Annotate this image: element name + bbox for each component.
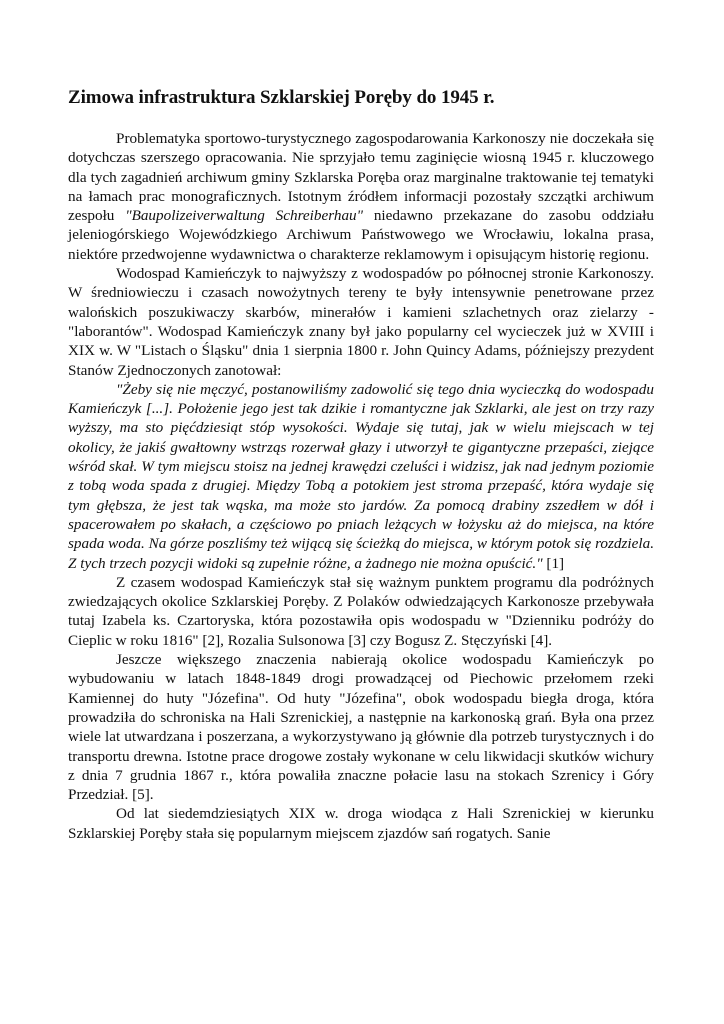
paragraph-visitors: Z czasem wodospad Kamieńczyk stał się ważnym punktem programu dla podróżnych zwiedzających okolice Szklarskiej Poręby. Z Polaków odwiedzających Karkonosze przebywała tutaj Izabela ks. Czartoryska, która pozostawiła opis wodospadu w "Dzienniku podróży do Cieplic w roku 1816" [2], Rozalia Sulsonowa [3] czy Bogusz Z. Stęczyński [4]. (68, 573, 654, 649)
paragraph-intro (68, 129, 654, 264)
document-page (68, 86, 654, 843)
document-title: Zimowa infrastruktura Szklarskiej Poręby do 1945 r. (68, 87, 495, 108)
adams-quote (68, 380, 654, 573)
paragraph-waterfall: Wodospad Kamieńczyk to najwyższy z wodospadów po północnej stronie Karkonoszy. W średniowieczu i czasach nowożytnych tereny te były intensywnie penetrowane przez walońskich poszukiwaczy skarbów, minerałów i kamieni szlachetnych oraz zielarzy - "laborantów". Wodospad Kamieńczyk znany był jako popularny cel wycieczek już w XVIII i XIX w. W "Listach o Śląsku" dnia 1 sierpnia 1800 r. John Quincy Adams, późniejszy prezydent Stanów Zjednoczonych zanotował: (68, 265, 654, 379)
paragraph-road: Jeszcze większego znaczenia nabierają okolice wodospadu Kamieńczyk po wybudowaniu w latach 1848-1849 drogi prowadzącej od Piechowic przełomem rzeki Kamiennej do huty "Józefina". Od huty "Józefina", obok wodospadu biegła droga, która prowadziła do schroniska na Hali Szrenickiej, a następnie na karkonoską grań. Była ona przez wiele lat utwardzana i poszerzana, a wykorzystywano ją głównie dla potrzeb turystycznych i do transportu drewna. Istotne prace drogowe zostały wykonane w celu likwidacji skutków wichury z dnia 7 grudnia 1867 r., która powaliła znaczne połacie lasu na stokach Szrenicy i Góry Przedział. [5]. (68, 651, 654, 804)
paragraph-sledges: Od lat siedemdziesiątych XIX w. droga wiodąca z Hali Szrenickiej w kierunku Szklarskiej Poręby stała się popularnym miejscem zjazdów sań rogatych. Sanie (68, 805, 654, 842)
paragraph-intro-text-end: niedawno przekazane do zasobu oddziału jeleniogórskiego Wojewódzkiego Archiwum Państwowego we Wrocławiu, lokalna prasa, niektóre przedwojenne wydawnictwa o charakterze reklamowym i opisującym historię regionu. (68, 207, 654, 263)
archive-name-italic: "Baupolizeiverwaltung Schreiberhau" (125, 207, 364, 225)
footnote-ref-1: [1] (542, 554, 565, 572)
adams-quote-text: "Żeby się nie męczyć, postanowiliśmy zadowolić się tego dnia wycieczką do wodospadu Kamieńczyk [...]. Położenie jego jest tak dzikie i romantyczne jak Szklarki, ale jest on trzy razy wyższy, ma sto pięćdziesiąt stóp wysokości. Wydaje się tutaj, jak w wielu miejscach w tej okolicy, że jakiś gwałtowny wstrząs rozerwał głazy i utworzył te gigantyczne przepaści, ziejące wśród skał. W tym miejscu stoisz na jednej krawędzi czeluści i widzisz, jak nad jednym poziomie z tobą woda spada z drugiej. Między Tobą a potokiem jest stroma przepaść, która wydaje się tym głębsza, że jest tak wąska, ma może sto jardów. Za pomocą drabiny zszedłem w dół i spacerowałem po skałach, a częściowo po pniach leżących w łożysku aż do miejsca, na które spada woda. Na górze poszliśmy też wijącą się ścieżką do miejsca, w którym potok się rozdziela. Z tych trzech pozycji widoki są zupełnie różne, a żadnego nie można opuścić." (68, 380, 654, 572)
paragraph-intro-text: Problematyka sportowo-turystycznego zagospodarowania Karkonoszy nie doczekała się dotychczas szerszego opracowania. Nie sprzyjało temu zaginięcie wiosną 1945 r. kluczowego dla tych zagadnień archiwum gminy Szklarska Poręba oraz marginalne traktowanie tej tematyki na łamach prac monograficznych. Istotnym źródłem informacji pozostały szczątki archiwum zespołu (68, 130, 654, 225)
